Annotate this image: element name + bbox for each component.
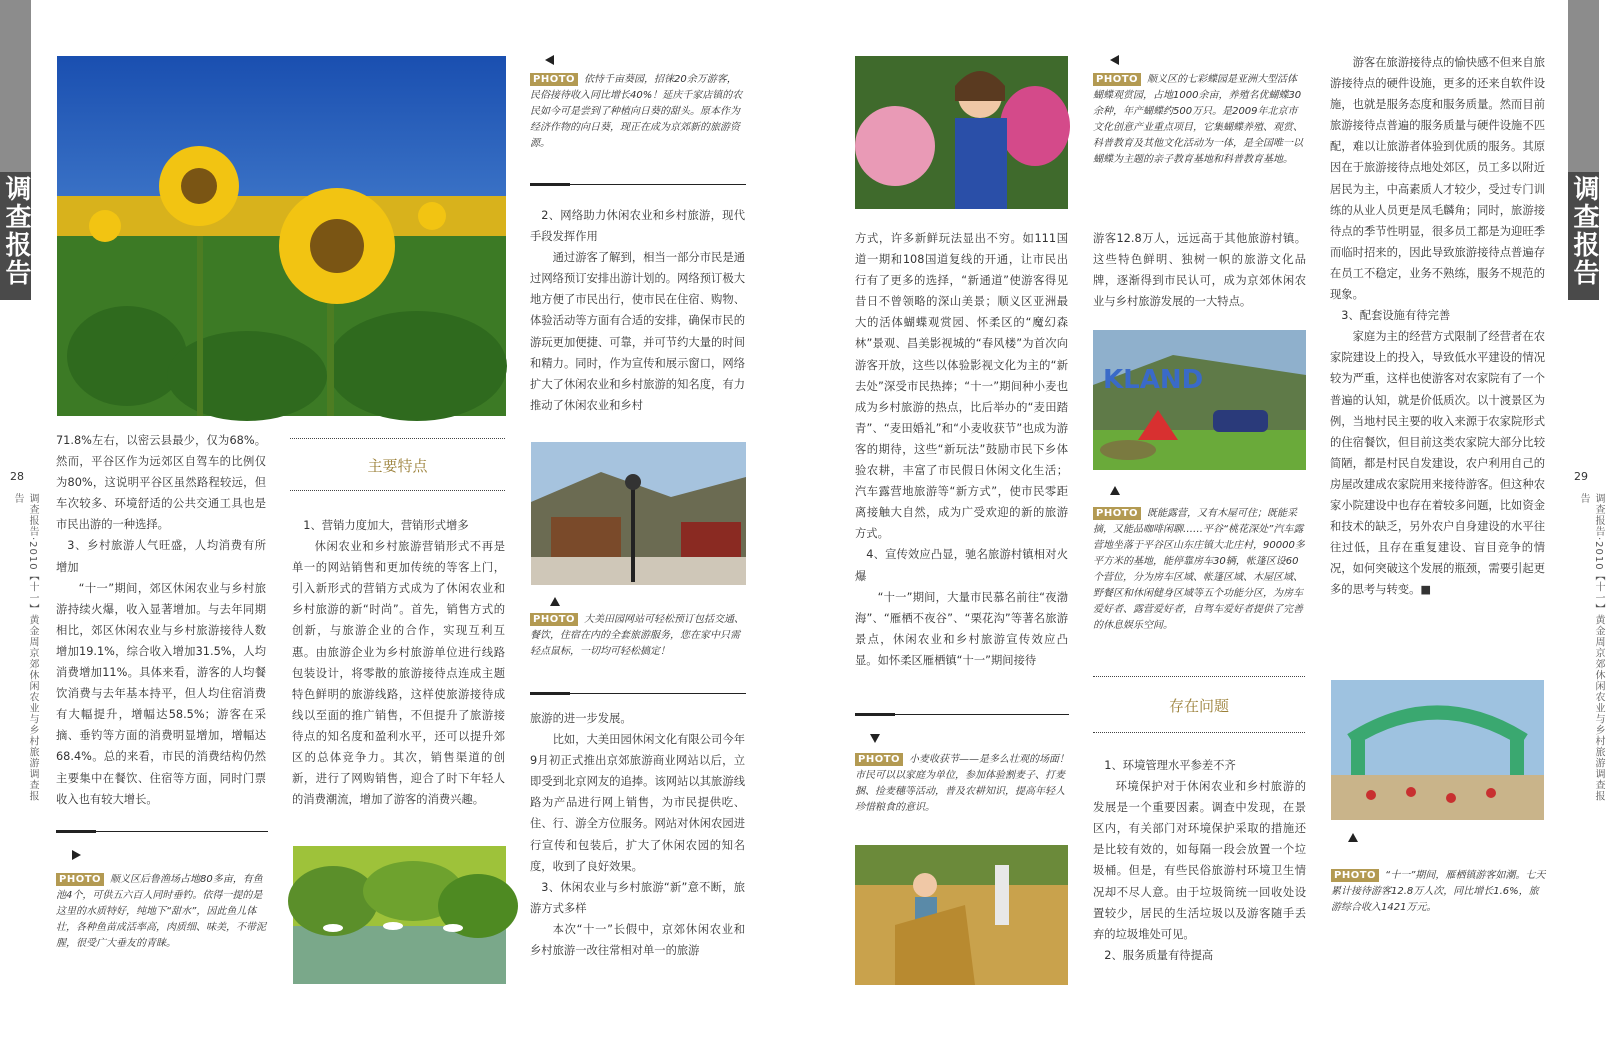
col4-paragraph: 方式，许多新鲜玩法显出不穷。如111国道一期和108国道复线的开通，让市民出行有了更多的选择，“新通道”使游客得见昔日不曾领略的深山美景；顺义区亚洲最大的活体蝴蝶观赏园、怀柔区的“魔幻森林”景观、昌美影视城的“春风楼”为首次向游客开放，这些以体验影视文化为主的“新去处”深受市民热捧；“十一”期间种小麦也成为乡村旅游的热点，比后举办的“麦田踏青”、“麦田婚礼”和“小麦收获节”也成为游客的期待，这些“新玩法”鼓励市民下乡体验农耕，丰富了市民假日休闲文化生活；汽车露营地旅游等“新方式”，使市民零距离接触大自然，成为广受欢迎的新的旅游方式。 bbox=[855, 232, 1068, 541]
col5-text bbox=[1093, 228, 1306, 312]
col6-paragraph: 游客在旅游接待点的愉快感不但来自旅游接待点的硬件设施，更多的还来自软件设施，也就是服务态度和服务质量。然而目前旅游接待点普遍的服务质量与硬件设施不匹配，难以让旅游者体验到优质的服务。其原因在于旅游接待点地处郊区，员工多以附近居民为主，中高素质人才较少，受过专门训练的从业人员更是凤毛麟角；同时，旅游接待点的季节性明显，很多员工都是为迎旺季而临时招来的，因此导致旅游接待点普遍存在员工不稳定，业务不熟练，服务不规范的现象。 bbox=[1330, 56, 1545, 302]
col6-paragraph: 家庭为主的经营方式限制了经营者在农家院建设上的投入，导致低水平建设的情况较为严重，这样也使游客对农家院有了一个普遍的认知，就是价低质次。以十渡景区为例，当地村民主要的收入来源于农家院形式的住宿餐饮，但目前这类农家院大部分比较简陋，都是村民自发建设，农户利用自己的房屋改建成农家院用来接待游客。但这种农家小院建设中也存在着较多问题，比如资金和技术的缺乏，另外农户自身建设的水平往往过低，且存在重复建设、盲目竞争的情况，如何突破这个发展的瓶颈，需要引起更多的思考与转变。■ bbox=[1330, 330, 1545, 597]
col6-text bbox=[1330, 52, 1545, 600]
section-divider-bottom bbox=[290, 490, 505, 491]
camping-photo bbox=[1093, 330, 1306, 470]
triangle-marker bbox=[545, 55, 554, 65]
section-heading-problems: 存在问题 bbox=[1168, 697, 1229, 715]
col3-text-top bbox=[530, 205, 745, 416]
sunflower-field-photo bbox=[57, 56, 506, 416]
col2-paragraph: 1、营销力度加大，营销形式增多 bbox=[303, 519, 469, 532]
running-head-left: 调查报告·2010【十一】黄金周京郊休闲农业与乡村旅游调查报告 bbox=[12, 493, 38, 802]
girl-orchids-photo bbox=[855, 56, 1068, 209]
caption-rule bbox=[530, 692, 570, 695]
caption-yanqi: PHOTO “十一”期间，雁栖镇游客如潮。七天累计接待游客12.8万人次，同比增长1.6%，旅游综合收入1421万元。 bbox=[1331, 870, 1546, 913]
side-tab-right bbox=[1568, 0, 1599, 300]
col1-paragraph: “十一”期间，郊区休闲农业与乡村旅游持续火爆，收入显著增加。与去年同期相比，郊区休闲农业与乡村旅游接待人数增加19.1%，综合收入增加31.5%，人均消费增加11%。具体来看，游客的人均餐饮消费与去年基本持平，但人均住宿消费有大幅提升，增幅达58.5%；游客在采摘、垂钓等方面的消费明显增加，增幅达68.4%。总的来看，市民的消费结构仍然主要集中在餐饮、住宿等方面，同时门票收入也有较大增长。 bbox=[56, 581, 266, 806]
col5b-paragraph: 2、服务质量有待提高 bbox=[1104, 948, 1214, 962]
section-heading-main-features: 主要特点 bbox=[367, 457, 428, 475]
triangle-marker bbox=[1110, 486, 1120, 495]
caption-rule bbox=[530, 183, 570, 186]
caption-fishing: PHOTO 顺义区后鲁渔场占地80多亩，有鱼池4个，可供五六百人同时垂钓。依得一提的是这里的水质特好，纯地下“甜水”，因此鱼儿体壮，各种鱼苗成活率高，肉质细、味美，不带泥腥，很受广大垂友的青睐。 bbox=[56, 874, 266, 949]
caption-rule-thin bbox=[570, 184, 746, 185]
section-divider-top bbox=[1093, 676, 1305, 677]
col6-paragraph: 3、配套设施有待完善 bbox=[1341, 309, 1451, 323]
col3a-paragraph: 2、网络助力休闲农业和乡村旅游，现代手段发挥作用 bbox=[530, 209, 745, 244]
side-title-left: 调查报告 bbox=[1, 175, 31, 287]
caption-camping: PHOTO 既能露营，又有木屋可住；既能采摘，又能品咖啡闲聊……平谷“桃花深处”汽车露营地坐落于平谷区山东庄镇大北庄村，90000多平方米的基地，能停靠房车30辆，帐篷区设60个营位，分为房车区域、帐篷区域、木屋区域、野餐区和休闲健身区域等五个功能分区，为房车爱好者、露营爱好者，自驾车爱好者提供了完善的休息娱乐空间。 bbox=[1093, 508, 1305, 631]
col3b-paragraph: 3、休闲农业与乡村旅游“新”意不断，旅游方式多样 bbox=[530, 880, 745, 915]
page-number-left: 28 bbox=[10, 470, 24, 483]
caption-rule-thin bbox=[570, 693, 746, 694]
col3b-paragraph: 本次“十一”长假中，京郊休闲农业和乡村旅游一改往常相对单一的旅游 bbox=[530, 922, 745, 958]
caption-butterfly: PHOTO 顺义区的七彩蝶园是亚洲大型活体蝴蝶观赏园，占地1000余亩，养殖名优蝴蝶30余种，年产蝴蝶约500万只。是2009年北京市文化创意产业重点项目，它集蝴蝶养殖、观赏、科普教育及其他文化活动为一体，是全国唯一以蝴蝶为主题的亲子教育基地和科普教育基地。 bbox=[1093, 74, 1303, 165]
triangle-marker bbox=[550, 597, 560, 606]
col4-text bbox=[855, 228, 1068, 671]
caption-rule-thin bbox=[895, 714, 1069, 715]
col1-paragraph: 3、乡村旅游人气旺盛，人均消费有所增加 bbox=[56, 539, 266, 574]
side-tab-left bbox=[0, 0, 31, 300]
caption-website: PHOTO 大美田园网站可轻松预订包括交通、餐饮，住宿在内的全套旅游服务，您在家中只需轻点鼠标，一切均可轻松搞定！ bbox=[530, 614, 745, 657]
section-divider-top bbox=[290, 438, 505, 439]
triangle-marker bbox=[1110, 55, 1119, 65]
caption-wheat: PHOTO 小麦收获节——是多么壮观的场面！市民可以以家庭为单位，参加体验割麦子、打麦捆、捡麦穗等活动，普及农耕知识，提高年轻人珍惜粮食的意识。 bbox=[855, 754, 1070, 813]
col2-paragraph: 休闲农业和乡村旅游营销形式不再是单一的网站销售和更加传统的等客上门，引入新形式的营销方式成为了休闲农业和乡村旅游的新“时尚”。首先，销售方式的创新，与旅游企业的合作，实现互利互惠。由旅游企业为乡村旅游单位进行线路包装设计，将零散的旅游接待点连成主题特色鲜明的旅游线路，这样使旅游接待成线以至面的推广销售，不但提升了旅游接待点的知名度和盈利水平，还可以提升郊区的总体竞争力。其次，销售渠道的创新，进行了网购销售，迎合了时下年轻人的消费潮流，增加了游客的消费兴趣。 bbox=[292, 540, 505, 807]
col3b-paragraph: 旅游的进一步发展。 bbox=[530, 712, 632, 725]
col4-paragraph: “十一”期间，大量市民慕名前往“夜渤海”、“雁栖不夜谷”、“栗花沟”等著名旅游景点，休闲农业和乡村旅游宣传效应凸显。如怀柔区雁栖镇“十一”期间接待 bbox=[855, 590, 1068, 667]
triangle-marker bbox=[72, 850, 81, 860]
page-number-right: 29 bbox=[1574, 470, 1588, 483]
col5b-paragraph: 1、环境管理水平参差不齐 bbox=[1104, 759, 1236, 772]
triangle-marker bbox=[870, 734, 880, 743]
caption-rule-thin bbox=[96, 831, 268, 832]
col4-paragraph: 4、宣传效应凸显，驰名旅游村镇相对火爆 bbox=[855, 548, 1068, 583]
col5b-paragraph: 环境保护对于休闲农业和乡村旅游的发展是一个重要因素。调查中发现，在景区内，有关部门对环境保护采取的措施还是比较有效的，如每隔一段会放置一个垃圾桶。但是，有些民俗旅游村环境卫生情况却不尽人意。由于垃圾筒统一回收处设置较少，居民的生活垃圾以及游客随手丢弃的垃圾堆处可见。 bbox=[1093, 780, 1306, 941]
wheat-harvest-photo bbox=[855, 845, 1068, 985]
col3b-paragraph: 比如，大美田园休闲文化有限公司今年9月初正式推出京郊旅游商业网站以后，立即受到北京网友的追捧。该网站以其旅游线路为产品进行网上销售，为市民提供吃、住、行、游全方位服务。网站对休闲农园进行宣传和包装后，扩大了休闲农园的知名度，收到了良好效果。 bbox=[530, 733, 745, 873]
willow-pond-photo bbox=[293, 846, 506, 984]
caption-rule bbox=[855, 713, 895, 716]
col5-paragraph: 游客12.8万人，远远高于其他旅游村镇。这些特色鲜明、独树一帜的旅游文化品牌，逐渐得到市民认可，成为京郊休闲农业与乡村旅游发展的一大特点。 bbox=[1093, 232, 1306, 309]
photo-badge: PHOTO bbox=[56, 873, 104, 886]
col3a-paragraph: 通过游客了解到，相当一部分市民是通过网络预订安排出游计划的。网络预订极大地方便了市民出行，使市民在住宿、购物、体验活动等方面有合适的安排，确保市民的游玩更加便捷、可靠，并可节约大量的时间和精力。同时，作为宣传和展示窗口，网络扩大了休闲农业和乡村旅游的知名度，有力推动了休闲农业和乡村 bbox=[530, 251, 745, 412]
col2-text bbox=[292, 515, 505, 810]
svg-text:KLAND: KLAND bbox=[1103, 365, 1204, 395]
col1-text bbox=[56, 430, 266, 810]
triangle-marker bbox=[1348, 833, 1358, 842]
col5b-text bbox=[1093, 755, 1306, 966]
caption-sunflower: PHOTO 依恃千亩葵园，招徕20余万游客，民俗接待收入同比增长40%！延庆千家店镇的农民如今可是尝到了种植向日葵的甜头。原本作为经济作物的向日葵，现正在成为京郊新的旅游资源。 bbox=[530, 74, 743, 149]
col1-paragraph: 71.8%左右，以密云县最少，仅为68%。然而，平谷区作为远郊区自驾车的比例仅为80%，这说明平谷区虽然路程较远，但车次较多、环境舒适的公共交通工具也是市民出游的一种选择。 bbox=[56, 434, 266, 532]
yanqi-gate-photo bbox=[1331, 680, 1544, 820]
side-title-right: 调查报告 bbox=[1569, 175, 1599, 287]
col3-text-bottom bbox=[530, 708, 745, 961]
running-head-right: 调查报告·2010【十一】黄金周京郊休闲农业与乡村旅游调查报告 bbox=[1578, 493, 1604, 802]
section-divider-bottom bbox=[1093, 732, 1305, 733]
village-photo bbox=[531, 442, 746, 585]
caption-rule bbox=[56, 830, 96, 833]
